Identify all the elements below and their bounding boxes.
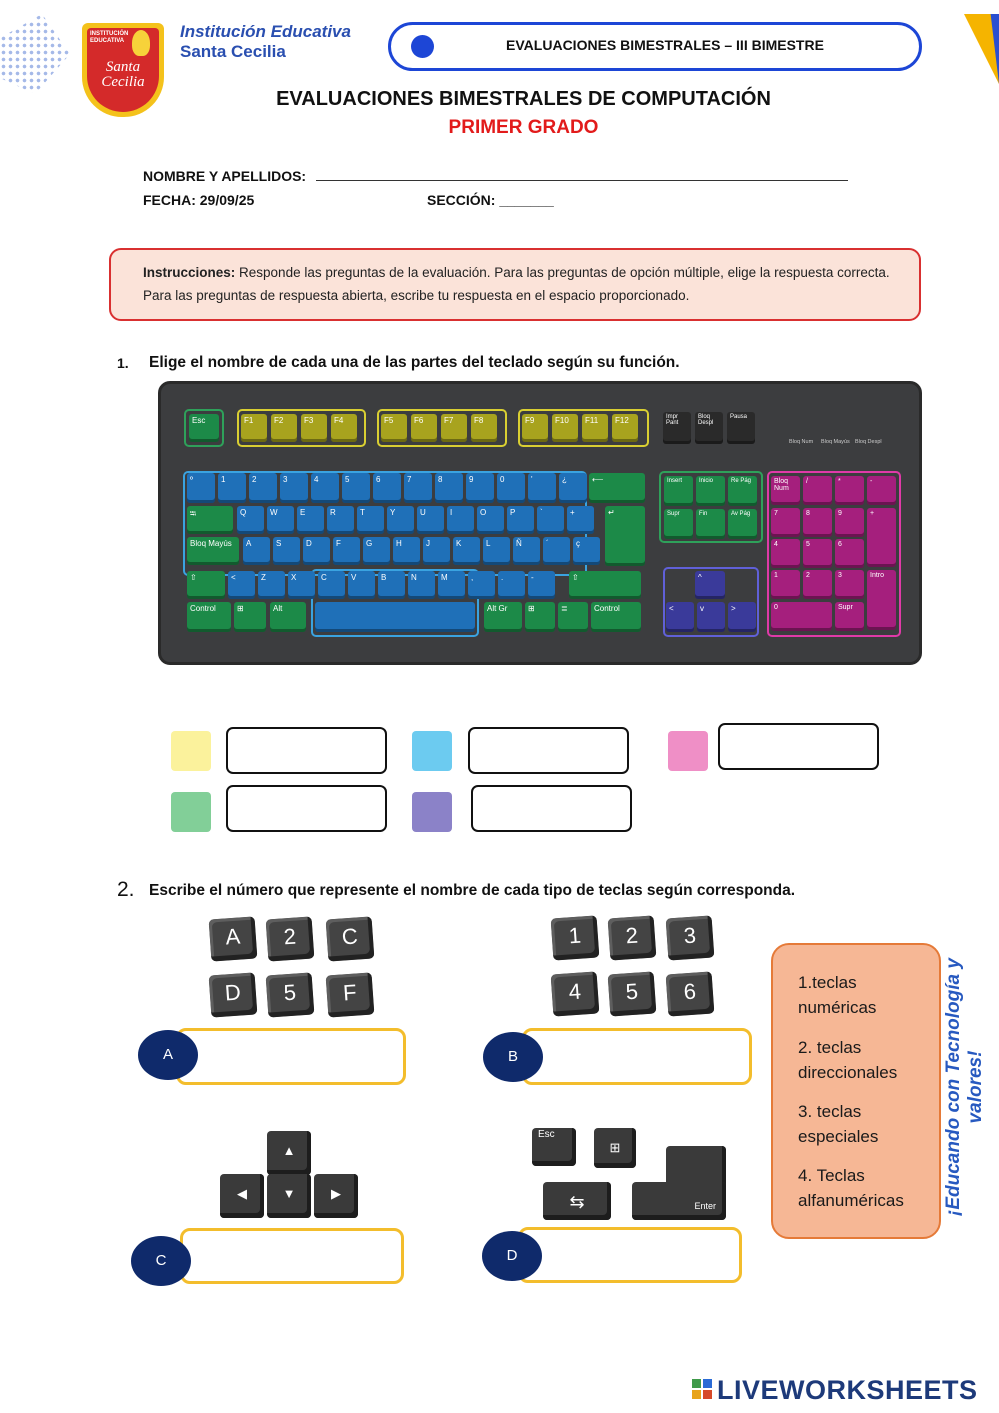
key-letter: Ñ	[513, 537, 540, 565]
windows-key-icon: ⊞	[594, 1128, 636, 1168]
key-cap-b6: 6	[666, 971, 715, 1016]
key-esc-special: Esc	[532, 1128, 576, 1166]
label-d: D	[482, 1231, 542, 1281]
key-letter: F	[333, 537, 360, 565]
key-f7: F7	[441, 414, 467, 442]
key-nav: Inicio	[696, 476, 725, 506]
key-enter-special: Enter	[632, 1182, 726, 1220]
key-shift-right: ⇧	[569, 571, 641, 599]
key-num-row: 2	[249, 473, 277, 503]
key-numpad: 4	[771, 539, 800, 568]
key-ctrl-right: Control	[591, 602, 641, 632]
flame-icon	[132, 30, 150, 56]
keyboard-image	[158, 381, 922, 665]
section-label: SECCIÓN: _______	[427, 192, 554, 208]
swatch-purple	[412, 792, 452, 832]
key-letter: N	[408, 571, 435, 599]
q2-number: 2.	[117, 878, 135, 901]
indicator-scroll: Bloq Despl	[855, 439, 882, 445]
answer-box-d[interactable]	[518, 1227, 742, 1283]
key-letter: ,	[468, 571, 495, 599]
key-cap-a1: A	[209, 916, 258, 961]
key-left: <	[666, 602, 694, 632]
banner-dot-icon	[411, 35, 434, 58]
key-numpad: 8	[803, 508, 832, 537]
key-tab: ⭾	[187, 506, 233, 534]
key-f9: F9	[522, 414, 548, 442]
key-letter: W	[267, 506, 294, 534]
key-letter: U	[417, 506, 444, 534]
key-letter: D	[303, 537, 330, 565]
swatch-cyan	[412, 731, 452, 771]
key-num-row: 4	[311, 473, 339, 503]
option-3: 3. teclas especiales	[798, 1102, 879, 1146]
key-num-row: º	[187, 473, 215, 503]
swatch-pink	[668, 731, 708, 771]
key-print: Impr Pant	[663, 412, 691, 444]
option-1: 1.teclas numéricas	[798, 973, 877, 1017]
key-f8: F8	[471, 414, 497, 442]
q1-number: 1.	[117, 355, 129, 371]
key-caps: Bloq Mayús	[187, 537, 239, 565]
page-title: EVALUACIONES BIMESTRALES DE COMPUTACIÓN	[276, 88, 771, 110]
key-letter: B	[378, 571, 405, 599]
key-ctrl-left: Control	[187, 602, 231, 632]
key-letter: Q	[237, 506, 264, 534]
key-letter: S	[273, 537, 300, 565]
arrow-up-key: ▲	[267, 1131, 311, 1175]
key-nav: Supr	[664, 509, 693, 539]
tab-key-icon: ⇆	[543, 1182, 611, 1220]
swatch-green	[171, 792, 211, 832]
date-label: FECHA: 29/09/25	[143, 192, 255, 208]
decorative-dots	[0, 14, 70, 94]
key-num-row: 1	[218, 473, 246, 503]
institution-line1: Institución Educativa	[180, 22, 351, 41]
label-a: A	[138, 1030, 198, 1080]
option-2: 2. teclas direccionales	[798, 1038, 898, 1082]
key-down: v	[697, 602, 725, 632]
label-b: B	[483, 1032, 543, 1082]
arrow-right-key: ▶	[314, 1174, 358, 1218]
name-field[interactable]	[316, 180, 848, 181]
key-f4: F4	[331, 414, 357, 442]
key-cap-a6: F	[326, 972, 375, 1017]
key-letter: G	[363, 537, 390, 565]
key-f3: F3	[301, 414, 327, 442]
key-pause: Pausa	[727, 412, 755, 444]
arrow-down-key: ▼	[267, 1174, 311, 1218]
key-letter: M	[438, 571, 465, 599]
key-menu: ≣	[558, 602, 588, 632]
q2-text: Escribe el número que represente el nombre de cada tipo de teclas según corresponda.	[149, 882, 796, 899]
key-numpad: 1	[771, 570, 800, 599]
key-cap-b1: 1	[551, 915, 600, 960]
key-up: ^	[695, 571, 725, 599]
key-scroll: Bloq Despl	[695, 412, 723, 444]
answer-box-purple[interactable]	[471, 785, 632, 832]
key-f6: F6	[411, 414, 437, 442]
answer-box-b[interactable]	[522, 1028, 752, 1085]
slogan: ¡Educando con Tecnología y valores!	[943, 958, 986, 1216]
key-numpad: 0	[771, 602, 832, 631]
key-numpad: Bloq Num	[771, 476, 800, 505]
liveworksheets-brand: LIVEWORKSHEETS	[717, 1375, 978, 1405]
key-cap-b4: 4	[551, 971, 600, 1016]
key-letter: .	[498, 571, 525, 599]
key-shift-left: ⇧	[187, 571, 225, 599]
key-letter: H	[393, 537, 420, 565]
name-label: NOMBRE Y APELLIDOS:	[143, 168, 307, 184]
key-num-row: 8	[435, 473, 463, 503]
key-letter: A	[243, 537, 270, 565]
key-numpad: Intro	[867, 570, 896, 630]
key-numpad: *	[835, 476, 864, 505]
key-letter: P	[507, 506, 534, 534]
key-numpad: 7	[771, 508, 800, 537]
page-subtitle: PRIMER GRADO	[448, 117, 599, 138]
key-num-row: 9	[466, 473, 494, 503]
key-letter: Z	[258, 571, 285, 599]
key-backspace: ⟵	[589, 473, 645, 503]
key-letter: ç	[573, 537, 600, 565]
banner-text: EVALUACIONES BIMESTRALES – III BIMESTRE	[506, 37, 824, 53]
key-letter: V	[348, 571, 375, 599]
key-nav: Insert	[664, 476, 693, 506]
indicator-caps: Bloq Mayús	[821, 439, 850, 445]
key-cap-b5: 5	[608, 971, 657, 1016]
key-letter: X	[288, 571, 315, 599]
key-cap-a4: D	[209, 972, 258, 1017]
key-cap-a3: C	[326, 916, 375, 961]
key-letter: R	[327, 506, 354, 534]
key-cap-a5: 5	[266, 972, 315, 1017]
crest-name: Santa Cecilia	[101, 59, 145, 90]
key-right: >	[728, 602, 756, 632]
answer-box-cyan[interactable]	[468, 727, 629, 774]
key-enter: ↵	[605, 506, 645, 566]
key-f11: F11	[582, 414, 608, 442]
key-letter: L	[483, 537, 510, 565]
key-num-row: ¿	[559, 473, 587, 503]
key-cap-a2: 2	[266, 916, 315, 961]
key-letter: T	[357, 506, 384, 534]
key-nav: Re Pág	[728, 476, 757, 506]
key-numpad: 2	[803, 570, 832, 599]
key-num-row: 5	[342, 473, 370, 503]
liveworksheets-logo-icon	[692, 1379, 712, 1399]
answer-box-c[interactable]	[180, 1228, 404, 1284]
key-letter: +	[567, 506, 594, 534]
key-letter: E	[297, 506, 324, 534]
key-num-row: 6	[373, 473, 401, 503]
instructions-label: Instrucciones:	[143, 265, 236, 280]
key-win-right: ⊞	[525, 602, 555, 632]
key-letter: ´	[543, 537, 570, 565]
key-f10: F10	[552, 414, 578, 442]
answer-box-pink[interactable]	[718, 723, 879, 770]
answer-box-yellow[interactable]	[226, 727, 387, 774]
key-numpad: 5	[803, 539, 832, 568]
key-letter: K	[453, 537, 480, 565]
institution-line2: Santa Cecilia	[180, 42, 286, 61]
key-numpad: +	[867, 508, 896, 567]
key-num-row: 7	[404, 473, 432, 503]
key-letter: `	[537, 506, 564, 534]
key-letter: <	[228, 571, 255, 599]
key-cap-b2: 2	[608, 915, 657, 960]
key-f1: F1	[241, 414, 267, 442]
indicator-num: Bloq Num	[789, 439, 814, 445]
key-letter: -	[528, 571, 555, 599]
key-space	[315, 602, 475, 632]
key-win-left: ⊞	[234, 602, 266, 632]
key-esc: Esc	[189, 414, 219, 442]
instructions-body: Responde las preguntas de la evaluación. Para las preguntas de opción múltiple, elige la respuesta correcta. Para las preguntas de respuesta abierta, escribe tu respuesta en el espacio proporcionado.	[143, 265, 890, 303]
key-numpad: 9	[835, 508, 864, 537]
key-f2: F2	[271, 414, 297, 442]
key-numpad: -	[867, 476, 896, 505]
arrow-left-key: ◀	[220, 1174, 264, 1218]
key-f12: F12	[612, 414, 638, 442]
key-nav: Av Pág	[728, 509, 757, 539]
label-c: C	[131, 1236, 191, 1286]
q1-text: Elige el nombre de cada una de las partes del teclado según su función.	[149, 354, 680, 371]
key-letter: O	[477, 506, 504, 534]
option-4: 4. Teclas alfanuméricas	[798, 1166, 904, 1210]
key-cap-b3: 3	[666, 915, 715, 960]
key-letter: Y	[387, 506, 414, 534]
key-nav: Fin	[696, 509, 725, 539]
key-alt: Alt	[270, 602, 306, 632]
answer-box-a[interactable]	[176, 1028, 406, 1085]
key-letter: J	[423, 537, 450, 565]
key-f5: F5	[381, 414, 407, 442]
instructions-text	[143, 261, 903, 307]
swatch-yellow	[171, 731, 211, 771]
crest-small-text: INSTITUCIÓN EDUCATIVA	[90, 31, 129, 44]
key-numpad: /	[803, 476, 832, 505]
key-letter: C	[318, 571, 345, 599]
key-numpad: Supr	[835, 602, 864, 631]
key-num-row: 0	[497, 473, 525, 503]
key-numpad: 6	[835, 539, 864, 568]
key-num-row: '	[528, 473, 556, 503]
key-num-row: 3	[280, 473, 308, 503]
key-numpad: 3	[835, 570, 864, 599]
key-altgr: Alt Gr	[484, 602, 522, 632]
key-letter: I	[447, 506, 474, 534]
answer-box-green[interactable]	[226, 785, 387, 832]
